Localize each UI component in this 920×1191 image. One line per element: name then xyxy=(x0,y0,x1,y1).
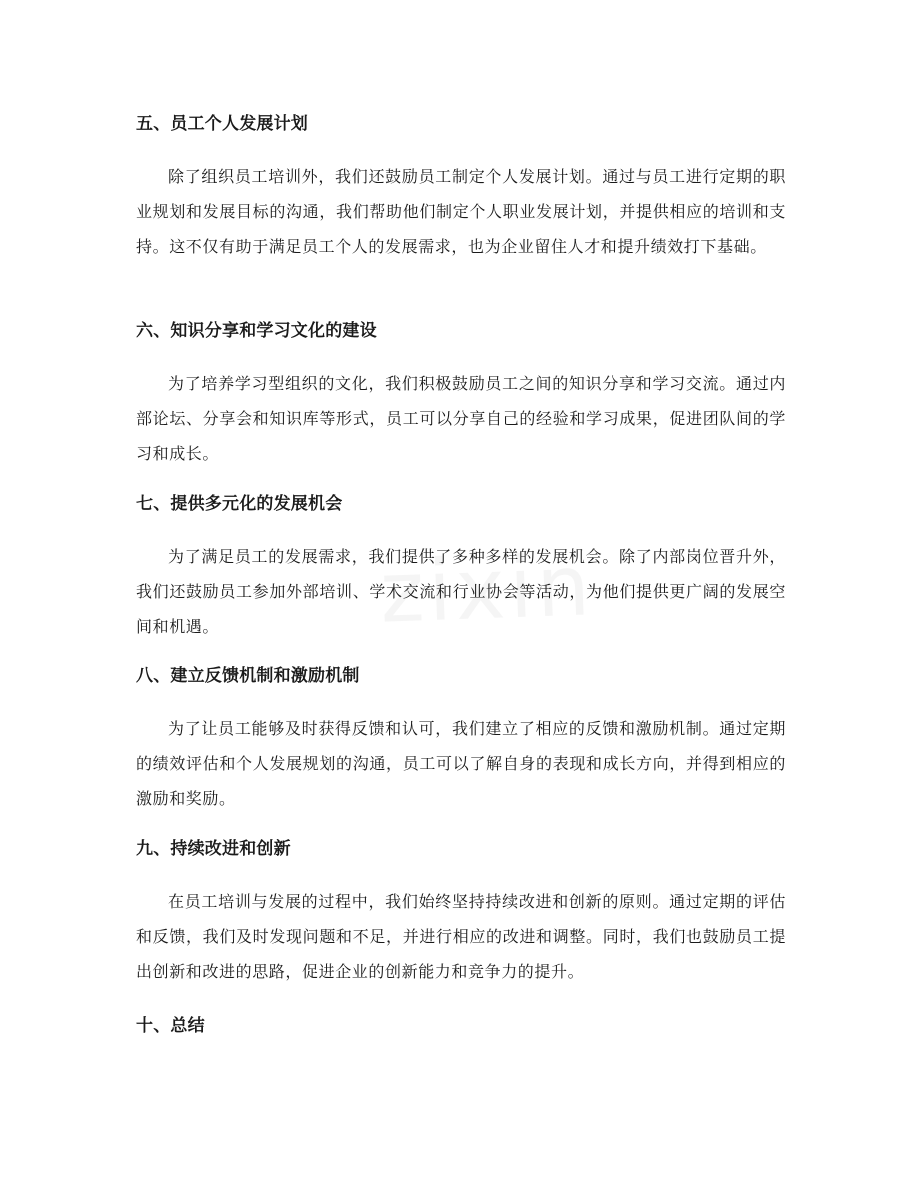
section-paragraph: 为了让员工能够及时获得反馈和认可，我们建立了相应的反馈和激励机制。通过定期的绩效评估和个人发展规划的沟通，员工可以了解自身的表现和成长方向，并得到相应的激励和奖励。 xyxy=(136,719,786,808)
section-heading: 九、持续改进和创新 xyxy=(136,839,291,859)
section-paragraph: 在员工培训与发展的过程中，我们始终坚持持续改进和创新的原则。通过定期的评估和反馈，我们及时发现问题和不足，并进行相应的改进和调整。同时，我们也鼓励员工提出创新和改进的思路，促进企业的创新能力和竞争力的提升。 xyxy=(136,892,786,981)
section-heading: 十、总结 xyxy=(136,1016,205,1036)
section-paragraph: 除了组织员工培训外，我们还鼓励员工制定个人发展计划。通过与员工进行定期的职业规划和发展目标的沟通，我们帮助他们制定个人职业发展计划，并提供相应的培训和支持。这不仅有助于满足员工个人的发展需求，也为企业留住人才和提升绩效打下基础。 xyxy=(136,167,786,256)
section-6 xyxy=(136,319,786,471)
section-5 xyxy=(136,112,786,264)
section-9 xyxy=(136,837,786,989)
section-10 xyxy=(136,1014,786,1038)
section-paragraph: 为了培养学习型组织的文化，我们积极鼓励员工之间的知识分享和学习交流。通过内部论坛、分享会和知识库等形式，员工可以分享自己的经验和学习成果，促进团队间的学习和成长。 xyxy=(136,374,786,463)
section-heading: 六、知识分享和学习文化的建设 xyxy=(136,321,377,341)
section-paragraph: 为了满足员工的发展需求，我们提供了多种多样的发展机会。除了内部岗位晋升外，我们还鼓励员工参加外部培训、学术交流和行业协会等活动，为他们提供更广阔的发展空间和机遇。 xyxy=(136,547,786,636)
section-7 xyxy=(136,492,786,644)
section-heading: 八、建立反馈机制和激励机制 xyxy=(136,666,360,686)
section-heading: 七、提供多元化的发展机会 xyxy=(136,494,343,514)
section-8 xyxy=(136,664,786,816)
section-heading: 五、员工个人发展计划 xyxy=(136,114,308,134)
